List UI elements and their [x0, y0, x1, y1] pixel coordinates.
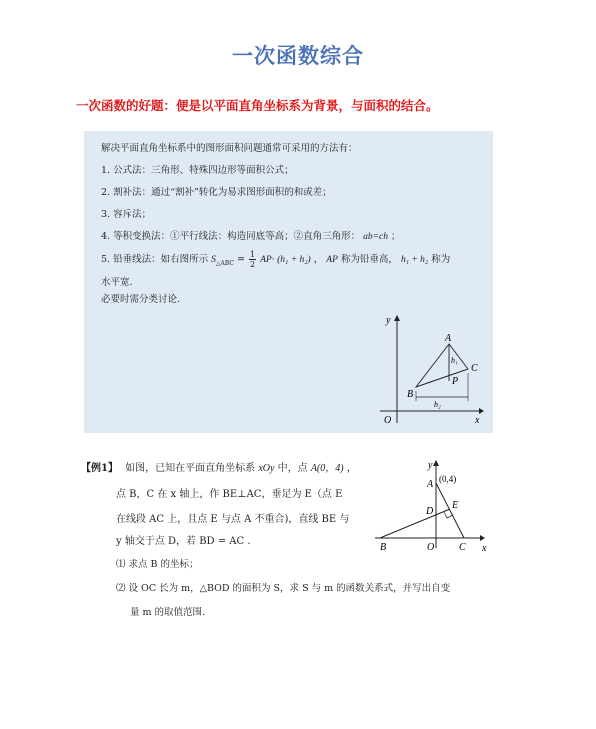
area-symbol: S: [211, 255, 216, 265]
fig2-origin-label: O: [427, 542, 435, 553]
fig1-h2-label: h₂: [434, 400, 441, 409]
method-4-formula: ab=ch: [363, 232, 389, 242]
fig1-point-p: P: [452, 376, 459, 387]
method-3: 3. 容斥法；: [101, 209, 152, 220]
x-axis-arrow: [480, 535, 485, 541]
segment-bc: [416, 369, 468, 387]
fig1-origin-label: O: [384, 415, 392, 426]
h-sum-term: h₁ + h₂: [400, 255, 429, 265]
h-sum-factor: (h₁ + h₂): [277, 255, 311, 265]
example-intro-text: 如图，已知在平面直角坐标系: [125, 463, 256, 474]
fig1-point-c: C: [471, 363, 478, 374]
fig2-point-a: A: [427, 479, 434, 490]
method-4-text: 4. 等积变换法：①平行线法：构造同底等高；②直角三角形：: [101, 231, 361, 242]
example-label: 【例1】: [81, 463, 118, 474]
question-2: ⑵ 设 OC 长为 m，△BOD 的面积为 S，求 S 与 m 的函数关系式，并写出自变: [116, 583, 451, 594]
equals-sign: =: [236, 254, 245, 265]
ap-term: AP: [326, 255, 338, 265]
vertical-height-text: 称为铅垂高，: [340, 254, 398, 265]
example-1-line-1: [81, 459, 357, 474]
fraction-denominator: 2: [249, 260, 256, 269]
example-1-line-2: 点 B，C 在 x 轴上，作 BE⊥AC，垂足为 E（点 E: [116, 489, 343, 500]
x-axis-arrow: [479, 408, 484, 414]
fig2-point-e: E: [452, 500, 459, 511]
method-4-end: ；: [391, 231, 401, 242]
method-4: [101, 228, 401, 242]
fig2-point-a-coordinates: (0,4): [439, 474, 457, 484]
example-1-diagram: [370, 458, 495, 558]
vertical-height-diagram: [374, 311, 484, 426]
method-5: [101, 250, 450, 269]
horizontal-width-text: 水平宽.: [101, 277, 133, 288]
fig1-y-label: y: [386, 315, 391, 326]
fig1-x-label: x: [475, 415, 480, 426]
y-axis-arrow: [394, 315, 400, 321]
fig1-h1-label: h₁: [451, 356, 458, 365]
fig1-point-b: B: [407, 389, 414, 400]
fig2-x-label: x: [482, 543, 487, 554]
coordinate-system-name: xOy: [258, 463, 275, 474]
page-title: 一次函数综合: [232, 44, 364, 68]
segment-ac: [436, 483, 464, 538]
fraction-numerator: 1: [249, 250, 256, 259]
methods-intro: 解决平面直角坐标系中的图形面积问题通常可采用的方法有：: [101, 143, 358, 154]
fig2-y-label: y: [428, 460, 433, 471]
fraction-half: [249, 250, 256, 269]
method-1: 1. 公式法：三角形、特殊四边形等面积公式；: [101, 165, 294, 176]
y-axis-arrow: [433, 460, 439, 466]
example-1-line-3: 在线段 AC 上，且点 E 与点 A 不重合)，直线 BE 与: [116, 514, 350, 525]
case-discussion-note: 必要时需分类讨论.: [101, 294, 181, 305]
point-a-coordinates: A(0，4): [310, 463, 344, 474]
method-5-text: 5. 铅垂线法：如右图所示: [101, 254, 209, 265]
fig2-point-d: D: [426, 506, 434, 517]
method-2: 2. 割补法：通过“割补”转化为易求图形面积的和或差；: [101, 187, 332, 198]
example-text-in: 中，点: [277, 463, 308, 474]
comma: ，: [313, 254, 324, 265]
question-2-continued: 量 m 的取值范围.: [130, 607, 206, 618]
ap-factor: AP·: [260, 255, 275, 265]
intro-heading: 一次函数的好题：便是以平面直角坐标系为背景，与面积的结合。: [76, 98, 439, 113]
fig1-point-a: A: [445, 333, 452, 344]
area-subscript: △ABC: [215, 259, 234, 267]
example-1-line-4: y 轴交于点 D，若 BD = AC .: [116, 536, 251, 547]
triangle-abc: [416, 344, 468, 387]
question-1: ⑴ 求点 B 的坐标；: [116, 559, 199, 570]
fig2-point-c: C: [459, 542, 466, 553]
called-text: 称为: [431, 254, 451, 265]
methods-box: [84, 131, 493, 433]
example-comma: ，: [346, 463, 357, 474]
segment-be: [380, 509, 450, 538]
fig2-point-b: B: [380, 542, 387, 553]
